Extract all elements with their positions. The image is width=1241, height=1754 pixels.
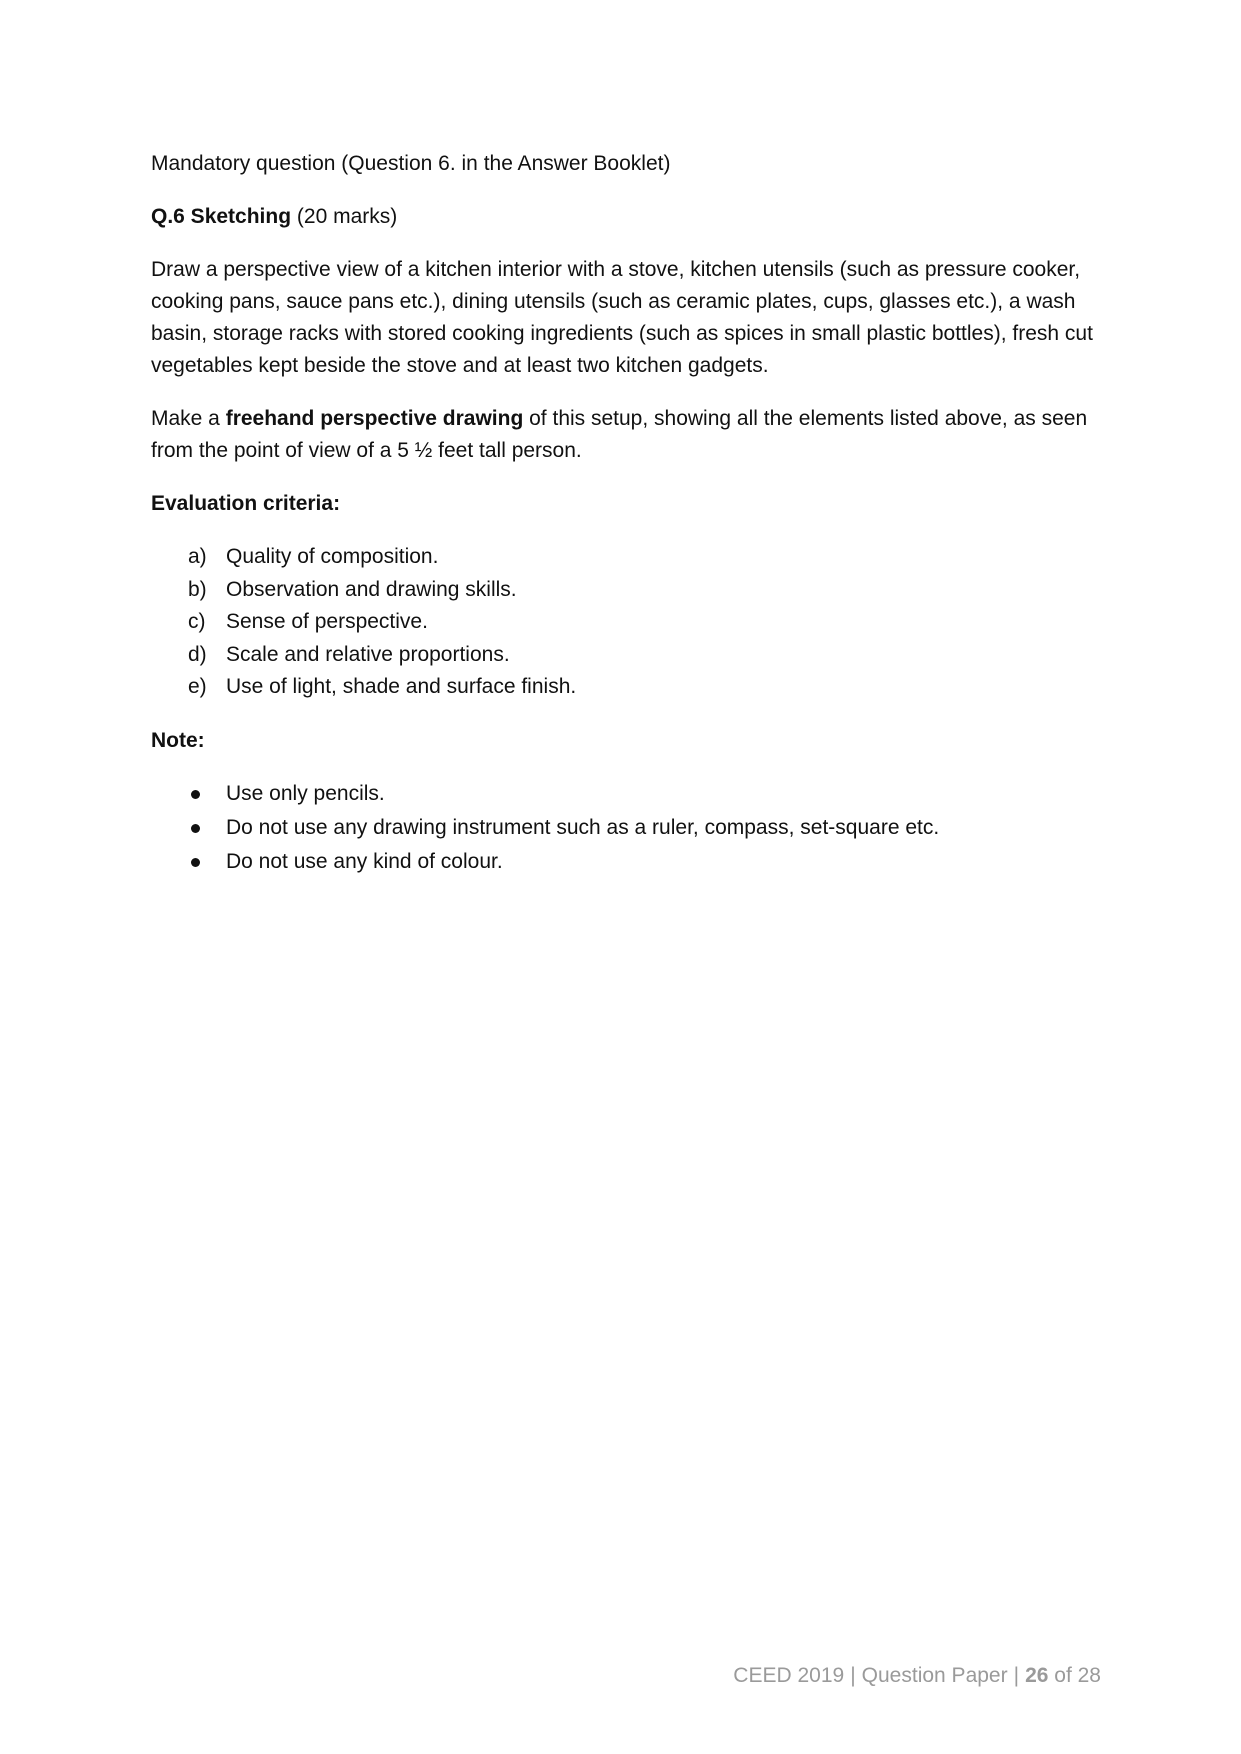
list-item-text: Use only pencils. [226,781,385,805]
bullet-icon [191,824,200,833]
question-description: Draw a perspective view of a kitchen interior with a stove, kitchen utensils (such as pressure cooker, cooking pans, sauce pans etc.), dining utensils (such as ceramic plates, cups, glasses etc.), a wash basin, storage racks with stored cooking ingredients (such as spices in small plastic bottles), fresh cut vegetables kept beside the stove and at least two kitchen gadgets. [151,258,1093,377]
drawing-instruction [151,403,1101,467]
page-number: 26 [1025,1664,1049,1687]
question-label: Q.6 Sketching [151,205,292,228]
list-marker: e) [188,675,207,698]
list-item [151,639,1101,672]
page-content [151,148,1101,880]
list-item [151,574,1101,607]
footer-separator: | [1013,1664,1020,1687]
page-footer [733,1660,1101,1692]
note-title: Note: [151,728,205,752]
question-marks: (20 marks) [296,205,398,228]
list-item-text: Observation and drawing skills. [226,577,517,601]
intro-text: Mandatory question (Question 6. in the Answer Booklet) [151,152,671,175]
footer-exam: CEED 2019 [733,1664,845,1687]
list-item-text: Do not use any drawing instrument such as a ruler, compass, set-square etc. [226,815,940,839]
list-item-text: Scale and relative proportions. [226,642,510,666]
list-marker: a) [188,545,207,568]
list-item [151,846,1101,880]
bullet-icon [191,790,200,799]
list-item [151,606,1101,639]
instruction-text-end: of this setup, showing all the elements listed above, as seen from the point of view of a 5 ½ feet tall person. [151,407,1088,462]
instruction-emphasis: freehand perspective drawing [225,407,524,430]
list-item [151,812,1101,846]
bullet-icon [191,858,200,867]
list-marker: b) [188,577,207,601]
evaluation-list [151,541,1101,704]
question-heading [151,201,1101,233]
list-marker: d) [188,642,207,666]
list-item-text: Do not use any kind of colour. [226,849,503,873]
list-item [151,778,1101,812]
list-marker: c) [188,610,206,633]
list-item [151,541,1101,574]
note-list [151,778,1101,880]
footer-doc: Question Paper [861,1664,1008,1687]
evaluation-title: Evaluation criteria: [151,492,341,515]
list-item-text: Use of light, shade and surface finish. [226,675,577,698]
instruction-text-start: Make a [151,407,226,430]
footer-separator: | [850,1664,856,1687]
page-total: of 28 [1054,1664,1101,1687]
list-item-text: Quality of composition. [226,545,439,568]
list-item [151,671,1101,704]
list-item-text: Sense of perspective. [226,610,428,633]
